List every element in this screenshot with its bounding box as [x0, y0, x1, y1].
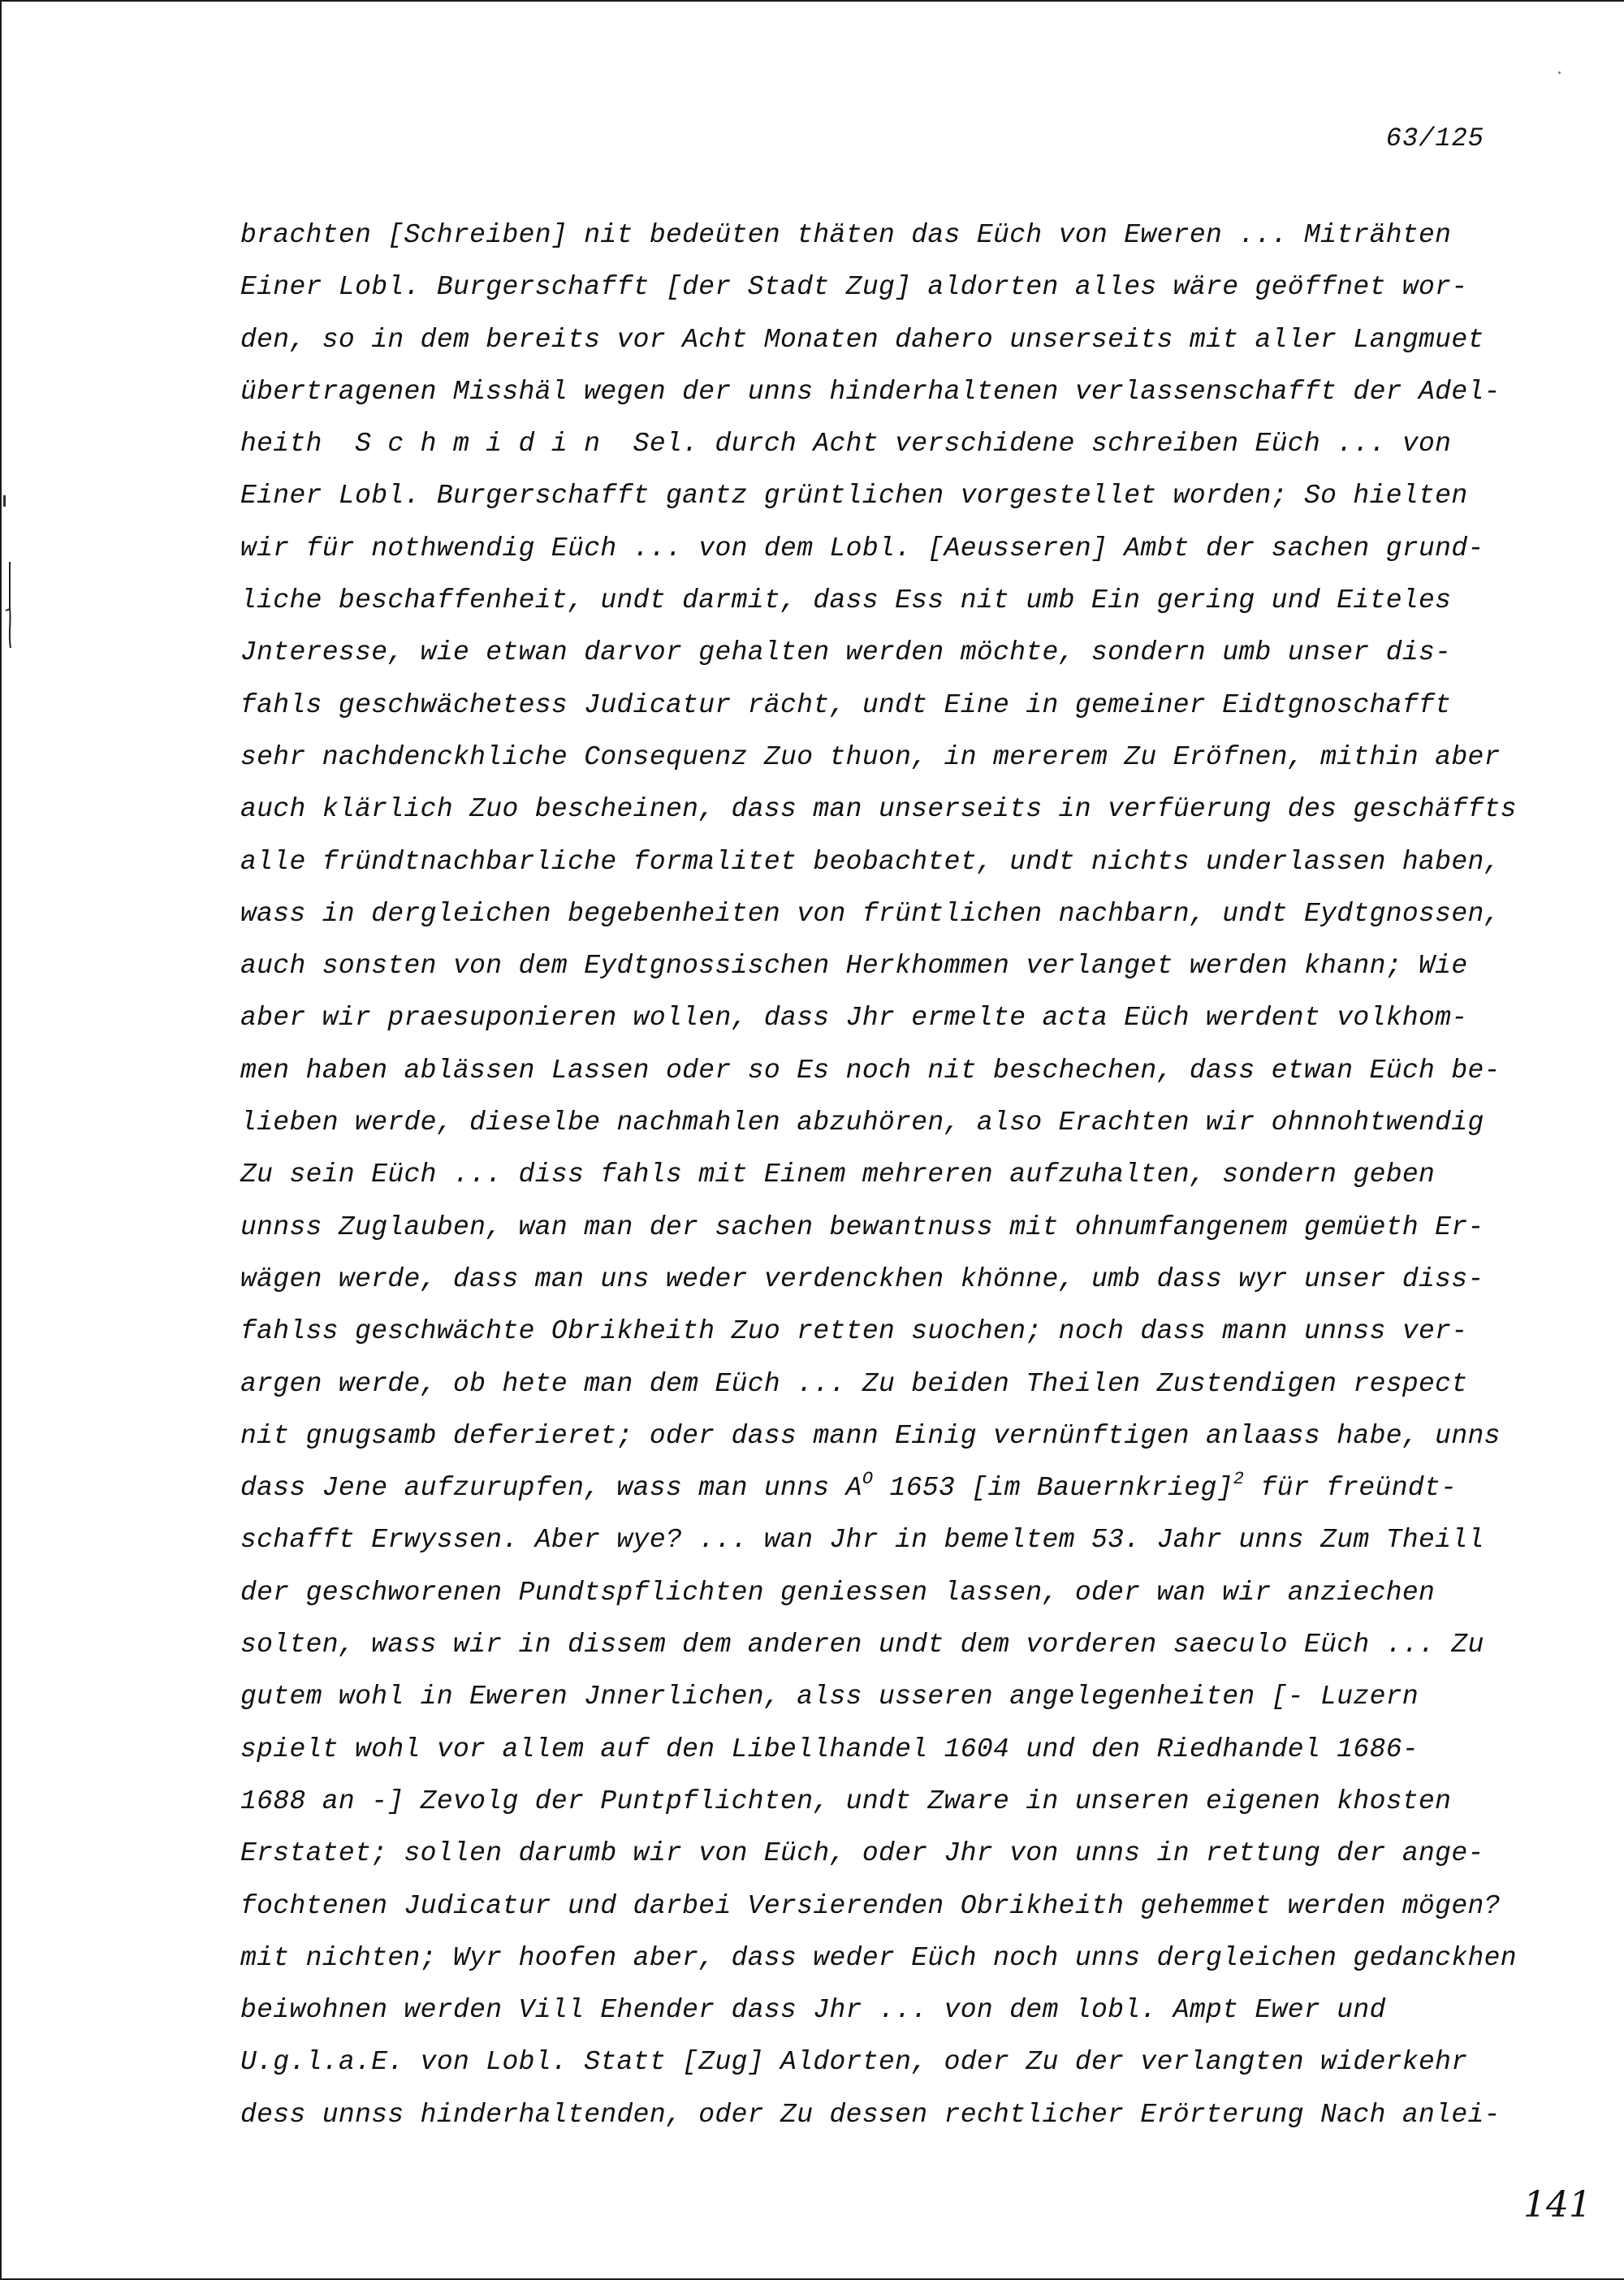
text-line: lieben werde, dieselbe nachmahlen abzuhören, also Erachten wir ohnnohtwendig [240, 1108, 1484, 1138]
text-line: fahls geschwächetess Judicatur rächt, undt Eine in gemeiner Eidtgnoschafft [240, 689, 1452, 720]
text-line: den, so in dem bereits vor Acht Monaten dahero unserseits mit aller Langmuet [240, 324, 1484, 355]
text-line: beiwohnen werden Vill Ehender dass Jhr ... von dem lobl. Ampt Ewer und [240, 1995, 1386, 2026]
text-line: brachten [Schreiben] nit bedeüten thäten das Eüch von Eweren ... Miträhten [240, 220, 1452, 250]
text-line: aber wir praesuponieren wollen, dass Jhr ermelte acta Eüch werdent volkhom- [240, 1003, 1468, 1034]
superscript-o: O [862, 1469, 874, 1490]
text-line: solten, wass wir in dissem dem anderen undt dem vorderen saeculo Eüch ... Zu [240, 1630, 1484, 1660]
text-line: fochtenen Judicatur und darbei Versierenden Obrikheith gehemmet werden mögen? [240, 1890, 1501, 1921]
text-line-with-superscripts [240, 1462, 1523, 1514]
text-line: gutem wohl in Eweren Jnnerlichen, alss usseren angelegenheiten [- Luzern [240, 1682, 1419, 1712]
text-line: Einer Lobl. Burgerschafft [der Stadt Zug] aldorten alles wäre geöffnet wor- [240, 272, 1468, 303]
text-line: U.g.l.a.E. von Lobl. Statt [Zug] Aldorten, oder Zu der verlangten widerkehr [240, 2047, 1468, 2078]
text-line: argen werde, ob hete man dem Eüch ... Zu beiden Theilen Zustendigen respect [240, 1368, 1468, 1399]
line-segment: dass Jene aufzurupfen, wass man unns A [240, 1473, 862, 1504]
text-line: übertragenen Misshäl wegen der unns hinderhaltenen verlassenschafft der Adel- [240, 376, 1501, 407]
text-line: fahlss geschwächte Obrikheith Zuo retten suochen; noch dass mann unnss ver- [240, 1316, 1468, 1347]
text-line: alle fründtnachbarliche formalitet beobachtet, undt nichts underlassen haben, [240, 846, 1501, 877]
text-line: men haben ablässen Lassen oder so Es noch nit beschechen, dass etwan Eüch be- [240, 1055, 1501, 1086]
text-line: sehr nachdenckhliche Consequenz Zuo thuon, in mererem Zu Eröfnen, mithin aber [240, 741, 1501, 772]
margin-tick [3, 495, 6, 507]
handwritten-folio-number: 141 [1523, 2184, 1592, 2226]
text-line: der geschworenen Pundtspflichten geniessen lassen, oder wan wir anziechen [240, 1577, 1436, 1608]
line-segment: für freündt- [1244, 1473, 1458, 1504]
document-body [240, 209, 1523, 2141]
footnote-marker: 2 [1233, 1469, 1245, 1490]
speck-mark [1558, 71, 1561, 74]
text-line: auch klärlich Zuo bescheinen, dass man unserseits in verfüerung des geschäffts [240, 794, 1517, 825]
text-line: wägen werde, dass man uns weder verdenckhen khönne, umb dass wyr unser diss- [240, 1263, 1484, 1294]
text-line: Einer Lobl. Burgerschafft gantz grüntlichen vorgestellet worden; So hielten [240, 481, 1468, 512]
text-line: Jnteresse, wie etwan darvor gehalten werden möchte, sondern umb unser dis- [240, 637, 1452, 668]
text-line: spielt wohl vor allem auf den Libellhandel 1604 und den Riedhandel 1686- [240, 1734, 1419, 1764]
line-segment: 1653 [im Bauernkrieg] [873, 1473, 1233, 1504]
margin-scribble [3, 560, 15, 650]
text-line: 1688 an -] Zevolg der Puntpflichten, undt Zware in unseren eigenen khosten [240, 1786, 1452, 1816]
text-line: schafft Erwyssen. Aber wye? ... wan Jhr in bemeltem 53. Jahr unns Zum Theill [240, 1525, 1484, 1556]
text-line: heith S c h m i d i n Sel. durch Acht verschidene schreiben Eüch ... von [240, 429, 1452, 460]
text-line: nit gnugsamb deferieret; oder dass mann Einig vernünftigen anlaass habe, unns [240, 1420, 1501, 1451]
text-line: mit nichten; Wyr hoofen aber, dass weder Eüch noch unns dergleichen gedanckhen [240, 1942, 1517, 1973]
page-number: 63/125 [1385, 123, 1484, 153]
text-line: wass in dergleichen begebenheiten von früntlichen nachbarn, undt Eydtgnossen, [240, 898, 1501, 929]
text-line: unnss Zuglauben, wan man der sachen bewantnuss mit ohnumfangenem gemüeth Er- [240, 1211, 1484, 1242]
text-line: Erstatet; sollen darumb wir von Eüch, oder Jhr von unns in rettung der ange- [240, 1838, 1484, 1869]
text-line: wir für nothwendig Eüch ... von dem Lobl. [Aeusseren] Ambt der sachen grund- [240, 533, 1484, 564]
text-line: Zu sein Eüch ... diss fahls mit Einem mehreren aufzuhalten, sondern geben [240, 1159, 1436, 1190]
text-line: auch sonsten von dem Eydtgnossischen Herkhommen verlanget werden khann; Wie [240, 951, 1468, 982]
text-line: dess unnss hinderhaltenden, oder Zu dessen rechtlicher Erörterung Nach anlei- [240, 2099, 1501, 2130]
text-line: liche beschaffenheit, undt darmit, dass Ess nit umb Ein gering und Eiteles [240, 585, 1452, 616]
